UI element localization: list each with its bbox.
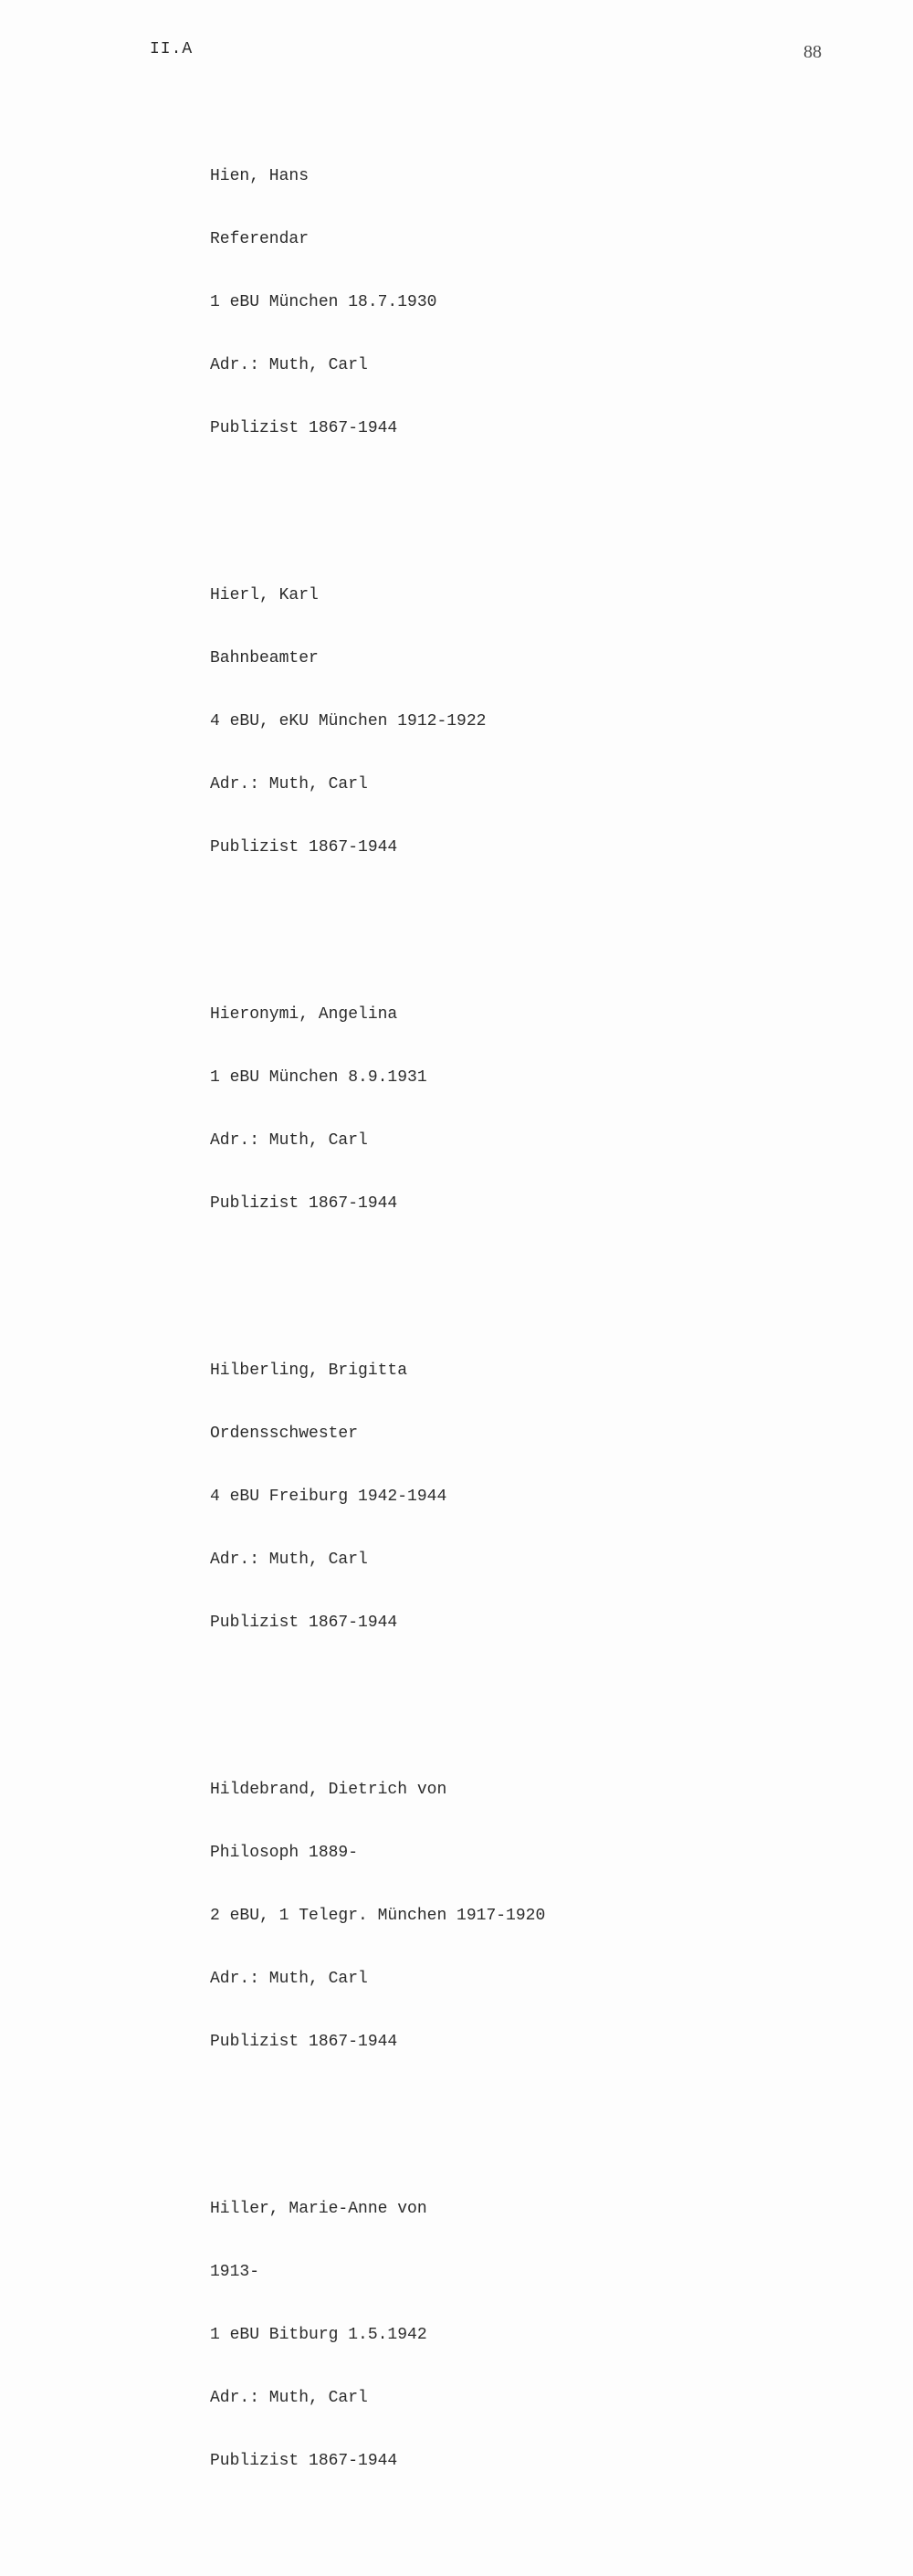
entry-name: Hien, Hans [210,167,310,185]
entry-addressee-role: Publizist 1867-1944 [210,2452,398,2470]
entry-addressee-role: Publizist 1867-1944 [210,838,398,857]
entry-name: Hieronymi, Angelina [210,1005,398,1024]
page-number: 88 [803,42,822,62]
entry-name: Hildebrand, Dietrich von [210,1781,447,1799]
entry-occupation: Bahnbeamter [210,649,319,668]
entry-addressee-role: Publizist 1867-1944 [210,419,398,437]
entry-addressee-role: Publizist 1867-1944 [210,1194,398,1213]
entry-hiller-marie-anne [210,2157,776,2514]
entry-addressee: Adr.: Muth, Carl [210,2389,368,2407]
entry-hierl-karl [210,543,776,900]
entry-addressee-role: Publizist 1867-1944 [210,1614,398,1632]
entry-occupation: Referendar [210,230,310,248]
entry-name: Hierl, Karl [210,586,319,605]
entry-addressee: Adr.: Muth, Carl [210,1970,368,1988]
entry-correspondence: 4 eBU, eKU München 1912-1922 [210,712,487,731]
entry-name: Hilberling, Brigitta [210,1362,408,1380]
entry-addressee: Adr.: Muth, Carl [210,775,368,794]
entry-correspondence: 1 eBU München 8.9.1931 [210,1068,427,1087]
entry-list [210,124,776,2576]
entry-addressee: Adr.: Muth, Carl [210,356,368,374]
entry-addressee-role: Publizist 1867-1944 [210,2033,398,2051]
entry-correspondence: 2 eBU, 1 Telegr. München 1917-1920 [210,1907,546,1925]
section-mark: II.A [150,40,194,58]
entry-hilberling-brigitta [210,1319,776,1676]
entry-occupation: 1913- [210,2263,260,2281]
entry-hildebrand-dietrich [210,1738,776,2095]
entry-occupation: Philosoph 1889- [210,1844,359,1862]
entry-correspondence: 4 eBU Freiburg 1942-1944 [210,1488,447,1506]
entry-occupation: Ordensschwester [210,1425,359,1443]
entry-correspondence: 1 eBU München 18.7.1930 [210,293,437,311]
entry-name: Hiller, Marie-Anne von [210,2200,427,2218]
entry-addressee: Adr.: Muth, Carl [210,1131,368,1150]
entry-hieronymi-angelina [210,962,776,1256]
entry-addressee: Adr.: Muth, Carl [210,1551,368,1569]
entry-correspondence: 1 eBU Bitburg 1.5.1942 [210,2326,427,2344]
entry-hien-hans [210,124,776,481]
